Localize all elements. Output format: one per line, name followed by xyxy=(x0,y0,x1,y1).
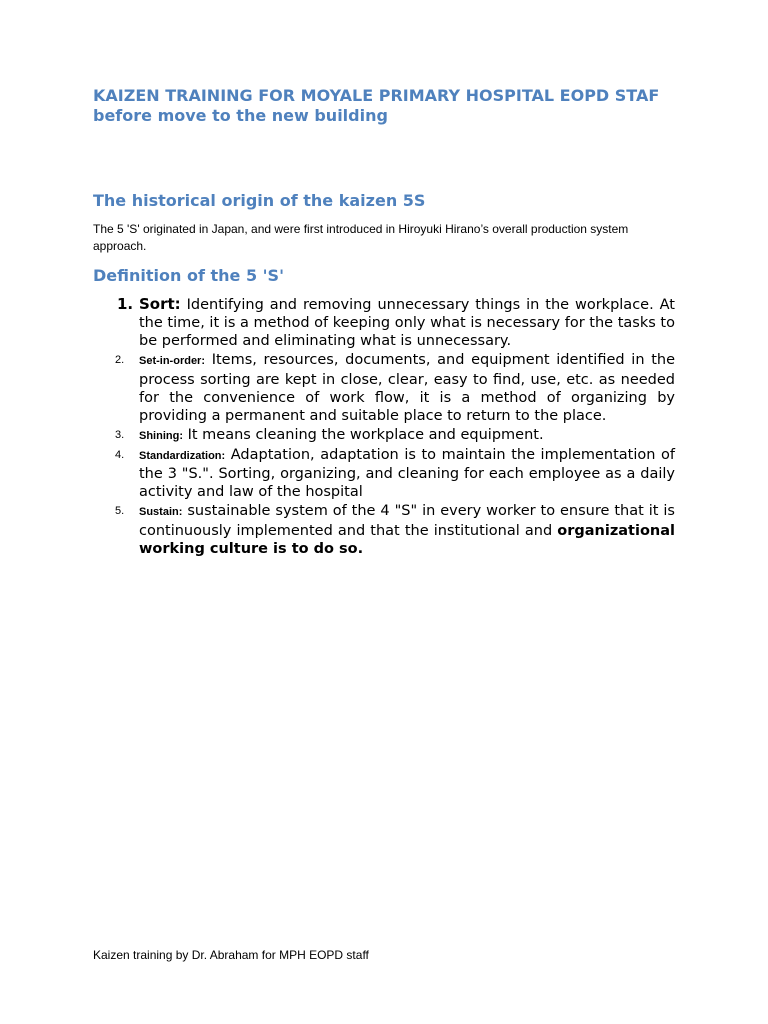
document-title: KAIZEN TRAINING FOR MOYALE PRIMARY HOSPITAL EOPD STAF before move to the new building xyxy=(93,86,660,125)
list-term: Shining: xyxy=(139,430,183,443)
list-item-sort xyxy=(93,295,675,351)
list-text: Items, resources, documents, and equipment identified in the process sorting are kept in close, clear, easy to find, use, etc. as needed for the convenience of work flow, it is a method of organizing by providing a permanent and suitable place to return to the place. xyxy=(139,352,675,425)
list-number: 2. xyxy=(115,354,125,367)
list-item-shining xyxy=(93,426,675,445)
list-term: Sort: xyxy=(139,295,181,313)
list-number: 5. xyxy=(115,505,125,518)
list-number: 1. xyxy=(117,295,134,313)
list-text-bold: organizational working culture is to do so. xyxy=(139,522,675,557)
list-text: Adaptation, adaptation is to maintain the implementation of the 3 "S.". Sorting, organizing, and cleaning for each employee as a daily activity and law of the hospital xyxy=(139,447,675,501)
list-item-sustain xyxy=(93,502,675,558)
list-term: Sustain: xyxy=(139,506,183,519)
origin-heading: The historical origin of the kaizen 5S xyxy=(93,191,426,210)
list-item-set-in-order xyxy=(93,351,675,425)
list-text: sustainable system of the 4 "S" in every worker to ensure that it is continuously implemented and that the institutional and xyxy=(139,503,675,539)
page-footer: Kaizen training by Dr. Abraham for MPH EOPD staff xyxy=(93,948,369,962)
list-item-standardization xyxy=(93,446,675,502)
list-text: Identifying and removing unnecessary things in the workplace. At the time, it is a method of keeping only what is necessary for the tasks to be performed and eliminating what is unnecessary. xyxy=(139,297,675,350)
origin-paragraph: The 5 'S' originated in Japan, and were first introduced in Hiroyuki Hirano’s overall production system approach. xyxy=(93,222,629,253)
list-number: 3. xyxy=(115,429,125,442)
list-number: 4. xyxy=(115,449,125,462)
definition-heading: Definition of the 5 'S' xyxy=(93,266,284,285)
five-s-list xyxy=(93,295,675,559)
list-term: Set-in-order: xyxy=(139,355,205,368)
list-term: Standardization: xyxy=(139,450,226,463)
list-text: It means cleaning the workplace and equipment. xyxy=(183,427,544,444)
